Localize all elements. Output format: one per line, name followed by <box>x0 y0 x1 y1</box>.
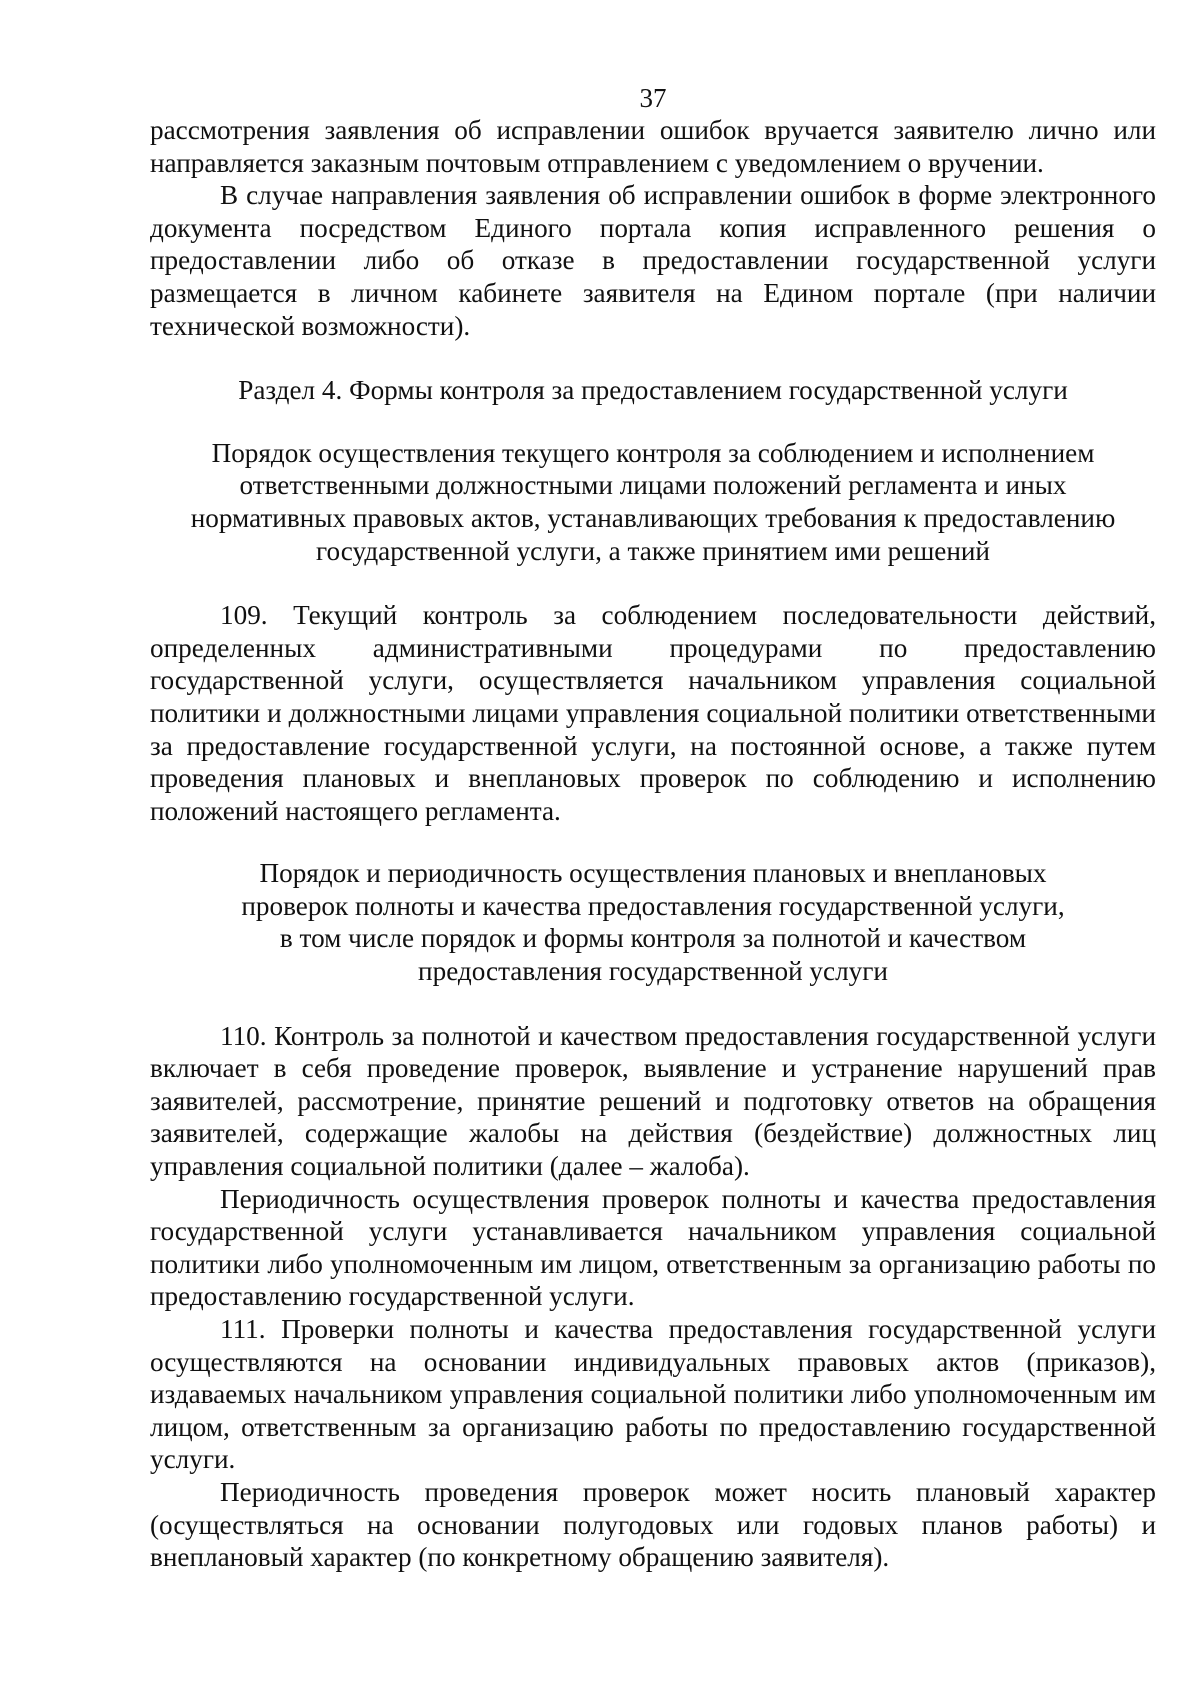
subheading-line: в том числе порядок и формы контроля за полнотой и качеством <box>279 923 1027 954</box>
subheading-line: ответственными должностными лицами положений регламента и иных <box>239 470 1067 501</box>
paragraph-109: 109. Текущий контроль за соблюдением последовательности действий, определенных административными процедурами по предоставлению государственной услуги, осуществляется начальником управления социальной политики и должностными лицами управления социальной политики ответственными за предоставление государственной услуги, на постоянной основе, а также путем проведения плановых и внеплановых проверок по соблюдению и исполнению положений настоящего регламента. <box>150 600 1156 826</box>
paragraph-110: 110. Контроль за полнотой и качеством предоставления государственной услуги включает в себя проведение проверок, выявление и устранение нарушений прав заявителей, рассмотрение, принятие решений и подготовку ответов на обращения заявителей, содержащие жалобы на действия (бездействие) должностных лиц управления социальной политики (далее – жалоба). <box>150 1020 1156 1182</box>
paragraph-electronic-copy: В случае направления заявления об исправлении ошибок в форме электронного документа посредством Единого портала копия исправленного решения о предоставлении либо об отказе в предоставлении государственной услуги размещается в личном кабинете заявителя на Едином портале (при наличии технической возможности). <box>150 180 1156 341</box>
paragraph-110-periodicity: Периодичность осуществления проверок полноты и качества предоставления государственной услуги устанавливается начальником управления социальной политики либо уполномоченным им лицом, ответственным за организацию работы по предоставлению государственной услуги. <box>150 1183 1156 1312</box>
section-title: Раздел 4. Формы контроля за предоставлением государственной услуги <box>238 375 1068 406</box>
subheading-inspections <box>150 857 1156 987</box>
subheading-line: Порядок и периодичность осуществления плановых и внеплановых <box>259 858 1047 889</box>
subheading-line: проверок полноты и качества предоставления государственной услуги, <box>241 890 1065 921</box>
paragraph-111: 111. Проверки полноты и качества предоставления государственной услуги осуществляются на основании индивидуальных правовых актов (приказов), издаваемых начальником управления социальной политики либо уполномоченным им лицом, ответственным за организацию работы по предоставлению государственной услуги. <box>150 1314 1156 1475</box>
paragraph-111-periodicity: Периодичность проведения проверок может носить плановый характер (осуществляться на основании полугодовых или годовых планов работы) и внеплановый характер (по конкретному обращению заявителя). <box>150 1476 1156 1573</box>
subheading-current-control <box>150 437 1156 567</box>
subheading-line: предоставления государственной услуги <box>418 956 888 987</box>
page-number: 37 <box>639 83 667 113</box>
subheading-line: нормативных правовых актов, устанавливающих требования к предоставлению <box>190 502 1116 533</box>
subheading-line: государственной услуги, а также принятием ими решений <box>316 535 990 566</box>
paragraph-continuation: рассмотрения заявления об исправлении ошибок вручается заявителю лично или направляется заказным почтовым отправлением с уведомлением о вручении. <box>150 115 1156 178</box>
subheading-line: Порядок осуществления текущего контроля за соблюдением и исполнением <box>211 437 1095 468</box>
